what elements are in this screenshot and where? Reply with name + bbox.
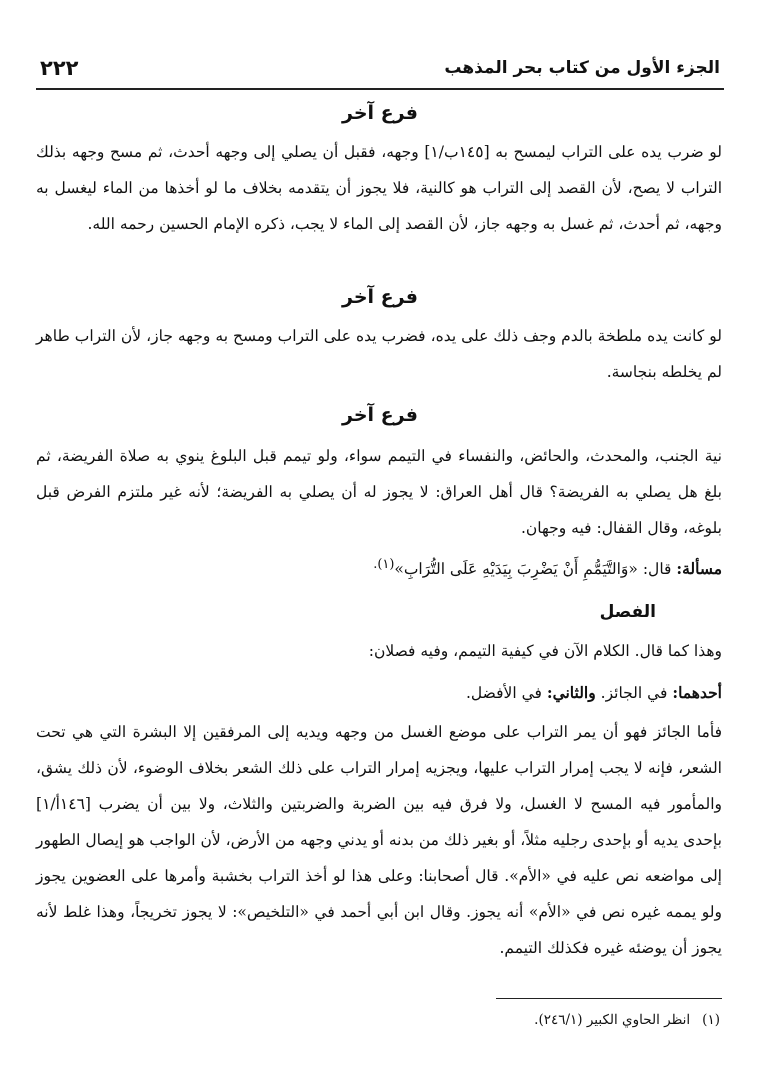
book-title: الجزء الأول من كتاب بحر المذهب bbox=[444, 58, 720, 78]
section-2-paragraph: لو كانت يده ملطخة بالدم وجف ذلك على يده، فضرب يده على التراب ومسح به وجهه جاز، لأن التراب طاهر لم يخلطه بنجاسة. bbox=[36, 327, 722, 381]
second-label: والثاني: bbox=[546, 683, 596, 702]
footnote-reference: (١). bbox=[373, 557, 395, 572]
running-header bbox=[36, 52, 724, 90]
masala-label: مسألة: bbox=[676, 559, 722, 579]
fasl-sections-line bbox=[36, 678, 722, 708]
section-heading-3: فرع آخر bbox=[342, 404, 418, 426]
page-number: ٢٢٢ bbox=[40, 56, 79, 80]
footnote bbox=[534, 1012, 720, 1028]
fasl-body-paragraph: فأما الجائز فهو أن يمر التراب على موضع الغسل من وجهه ويديه إلى المرفقين إلا البشرة التي هي تحت الشعر، فإنه لا يجب إمرار التراب عليها، ويجزيه إمرار التراب على ذلك الشعر بخلاف الوضوء، لأن ذلك يشق، والمأمور فيه المسح لا الغسل، ولا فرق فيه بين الضربة والضربتين والثلاث، ولا بين أن يضرب [١٤٦أ/١] بإحدى يديه أو بإحدى رجليه مثلاً، أو بغير ذلك من بدنه أو يدني وجهه من الأرض، لأن الواجب هو إيصال الطهور إلى مواضعه نص عليه في «الأم». قال أصحابنا: وعلى هذا لو أخذ التراب بخشبة وأمرها على العضوين يجوز ولو يممه غيره نص في «الأم» أنه يجوز. وقال ابن أبي أحمد في «التلخيص»: لا يجوز تخريجاً، وهذا غلط لأنه يجوز أن يوضئه غيره فكذلك التيمم. bbox=[36, 723, 722, 957]
section-3-paragraph: نية الجنب، والمحدث، والحائض، والنفساء في التيمم سواء، ولو تيمم قبل البلوغ ينوي به صلاة الفريضة، ثم بلغ هل يصلي به الفريضة؟ قال أهل العراق: لا يجوز له أن يصلي به الفريضة؛ لأنه غير ملتزم الفرض قبل بلوغه، وقال القفال: فيه وجهان. bbox=[36, 447, 722, 537]
section-heading-1: فرع آخر bbox=[342, 102, 418, 124]
section-1-paragraph: لو ضرب يده على التراب ليمسح به [١٤٥ب/١] وجهه، فقبل أن يصلي إلى وجهه أحدث، ثم مسح وجهه بذلك التراب لا يصح، لأن القصد إلى التراب هو كالنية، فلا يجوز أن يتقدمه بخلاف ما لو أخذها من الماء ليغسل به وجهه، ثم أحدث، ثم غسل به وجهه جاز، لأن القصد إلى الماء لا يجب، ذكره الإمام الحسين رحمه الله. bbox=[36, 143, 722, 233]
fasl-intro: وهذا كما قال. الكلام الآن في كيفية التيمم، وفيه فصلان: bbox=[368, 642, 722, 660]
masala-line bbox=[36, 550, 722, 584]
footnote-number: (١) bbox=[702, 1012, 720, 1028]
second-text: في الأفضل. bbox=[465, 684, 547, 702]
footnote-text: انظر الحاوي الكبير (٢٤٦/١). bbox=[534, 1012, 691, 1028]
masala-quote: قال: «وَالتَّيَمُّمِ أَنْ يَضْرِبَ بِيَدَيْهِ عَلَى التُّرَابِ» bbox=[394, 560, 672, 579]
fasl-heading: الفصل bbox=[599, 602, 656, 622]
first-text: في الجائز. bbox=[595, 684, 673, 702]
section-heading-2: فرع آخر bbox=[342, 286, 418, 308]
first-label: أحدهما: bbox=[672, 683, 722, 702]
footnote-divider bbox=[496, 998, 722, 999]
